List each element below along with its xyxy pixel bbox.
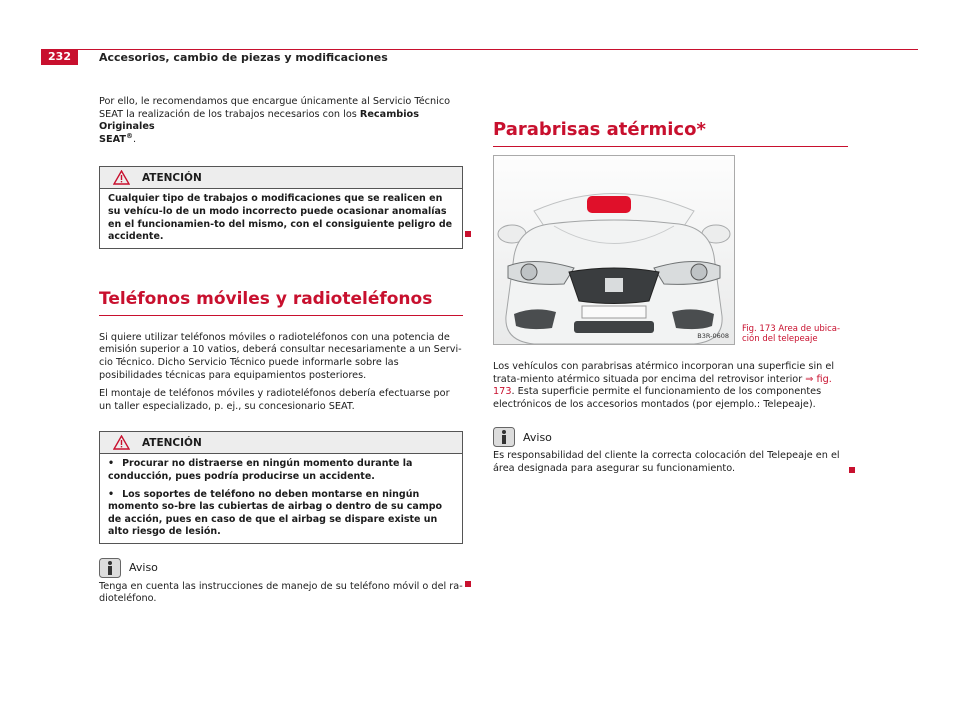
note-header [493,427,849,447]
section-title-windshield: Parabrisas atérmico* [493,119,706,140]
windshield-text [493,361,849,476]
chapter-title: Accesorios, cambio de piezas y modificaciones [99,51,388,64]
left-column [99,96,463,606]
warning-title: ATENCIÓN [142,436,202,449]
header-rule [41,49,918,50]
section-rule [99,315,463,316]
figure-caption: Fig. 173 Area de ubica- ción del telepeaje [742,324,841,344]
warning-box-phones [99,431,463,544]
warning-header [100,167,462,189]
note-text: Tenga en cuenta las instrucciones de manejo de su teléfono móvil o del ra-dioteléfono. [99,580,463,605]
warning-triangle-icon [113,170,130,185]
note-windshield [493,427,849,475]
note-text: Es responsabilidad del cliente la correcta colocación del Telepeaje en el área designada para asegurar su funcionamiento. [493,450,840,474]
warning-title: ATENCIÓN [142,171,202,184]
figure-link[interactable]: ⇒ fig. 173 [493,373,832,398]
note-title: Aviso [523,430,552,444]
phones-paragraph-2: El montaje de teléfonos móviles y radioteléfonos debería efectuarse por un taller especializado, p. ej., su concesionario SEAT. [99,388,450,412]
windshield-paragraph: Los vehículos con parabrisas atérmico incorporan una superficie sin el trata-miento atérmico situada por encima del retrovisor interior ⇒ fig. 173. Esta superficie permite el funcionamiento de los componentes electrónicos de los accesorios montados (por ejemplo.: Telepeaje). [493,361,835,410]
warning-header [100,432,462,454]
warning-item: • Los soportes de teléfono no deben montarse en ningún momento so-bre las cubiertas de airbag o dentro de su campo de acción, pues en caso de que el airbag se dispare existe un alto riesgo de lesión. [108,488,443,538]
warning-triangle-icon [113,435,130,450]
warning-item: • Procurar no distraerse en ningún momento durante la conducción, pues podría producirse un accidente. [108,458,413,482]
info-note-icon [493,427,515,447]
section-title-phones: Teléfonos móviles y radioteléfonos [99,288,433,309]
intro-paragraph: Por ello, le recomendamos que encargue únicamente al Servicio Técnico SEAT la realización de los trabajos necesarios con los Recambios Originales SEAT®. [99,96,451,145]
note-phones [99,558,463,606]
car-front-illustration [494,156,734,344]
end-marker [465,231,471,237]
warning-text: Cualquier tipo de trabajos o modificaciones que se realicen en su vehícu-lo de un modo incorrecto puede ocasionar anomalías en el funcionamien-to del mismo, con el consiguiente peligro de accidente. [108,193,453,243]
note-header [99,558,463,578]
section-phones [99,289,463,316]
phones-paragraph-1: Si quiere utilizar teléfonos móviles o radioteléfonos con una potencia de emisión superior a 10 vatios, deberá consultar necesariamente a un Servi-cio Técnico. Dicho Servicio Técnico puede informarle sobre las posibilidades técnicas para equipamientos posteriores. [99,331,462,381]
info-note-icon [99,558,121,578]
note-title: Aviso [129,561,158,575]
right-column [493,96,848,147]
section-rule [493,146,848,147]
bullet: • [108,458,115,470]
figure-code: B3R-0608 [697,332,729,340]
warning-body [100,454,462,543]
warning-box-modifications [99,166,463,248]
warning-body [100,189,462,247]
figure-label: Fig. 173 [742,324,776,334]
figure-car-front [493,155,735,345]
end-marker [465,581,471,587]
end-marker [849,467,855,473]
bullet: • [108,488,115,500]
page-number: 232 [41,49,78,65]
